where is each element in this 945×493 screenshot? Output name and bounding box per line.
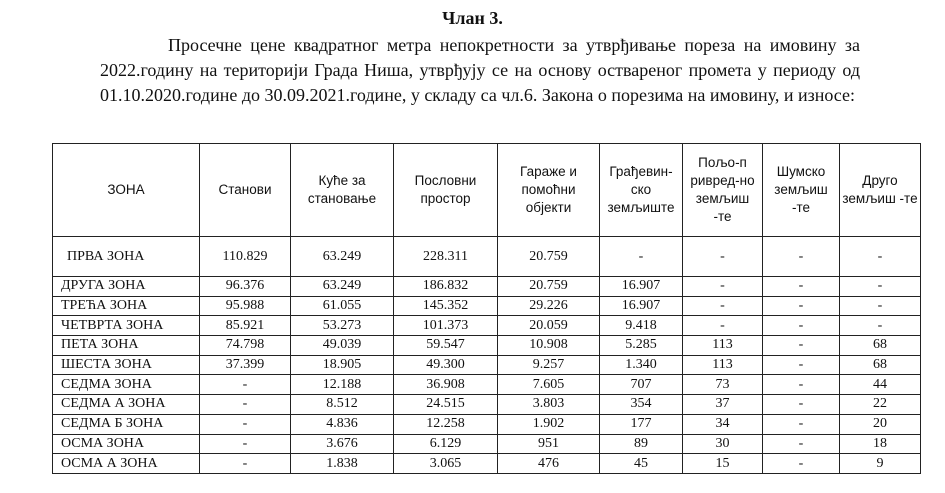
price-cell: - (683, 316, 763, 336)
price-cell: - (763, 336, 840, 356)
price-cell: 63.249 (291, 237, 394, 277)
price-cell: 7.605 (498, 375, 600, 395)
price-cell: 16.907 (600, 277, 683, 297)
price-cell: 73 (683, 375, 763, 395)
table-row (53, 375, 921, 395)
price-cell: 89 (600, 434, 683, 454)
table-row (53, 395, 921, 415)
column-header: ЗОНА (53, 144, 200, 237)
price-cell: 951 (498, 434, 600, 454)
column-header: Гараже и помоћни објекти (498, 144, 600, 237)
price-cell: - (763, 277, 840, 297)
price-cell: 20 (840, 414, 921, 434)
price-cell: 228.311 (394, 237, 498, 277)
price-cell: 20.759 (498, 277, 600, 297)
price-cell: 15 (683, 454, 763, 474)
zone-name-cell: ЧЕТВРТА ЗОНА (53, 316, 200, 336)
price-cell: - (763, 434, 840, 454)
column-header: Пољо-п ривред-но земљиш -те (683, 144, 763, 237)
price-cell: 12.188 (291, 375, 394, 395)
price-cell: 3.803 (498, 395, 600, 415)
price-cell: 1.902 (498, 414, 600, 434)
price-cell: 186.832 (394, 277, 498, 297)
price-cell: 49.039 (291, 336, 394, 356)
price-cell: - (763, 296, 840, 316)
zone-name-cell: ДРУГА ЗОНА (53, 277, 200, 297)
price-cell: 145.352 (394, 296, 498, 316)
price-cell: 49.300 (394, 355, 498, 375)
price-cell: - (763, 414, 840, 434)
article-paragraph: Просечне цене квадратног метра непокретности за утврђивање пореза на имовину за 2022.годину на територији Града Ниша, утврђују се на основу оствареног промета у периоду од 01.10.2020.године до 30.09.2021.године, у складу са чл.6. Закона о порезима на имовину, и износе: (100, 35, 860, 105)
price-cell: - (763, 395, 840, 415)
price-cell: - (600, 237, 683, 277)
price-cell: - (200, 414, 291, 434)
zone-name-cell: ТРЕЋА ЗОНА (53, 296, 200, 316)
column-header: Пословни простор (394, 144, 498, 237)
price-cell: - (200, 434, 291, 454)
price-cell: 1.340 (600, 355, 683, 375)
price-table (52, 143, 921, 474)
price-cell: - (683, 296, 763, 316)
zone-name-cell: СЕДМА Б ЗОНА (53, 414, 200, 434)
price-cell: 96.376 (200, 277, 291, 297)
price-cell: 12.258 (394, 414, 498, 434)
price-cell: 354 (600, 395, 683, 415)
table-row (53, 454, 921, 474)
price-cell: - (763, 237, 840, 277)
price-cell: 37 (683, 395, 763, 415)
price-cell: 20.059 (498, 316, 600, 336)
price-cell: - (683, 277, 763, 297)
zone-name-cell: СЕДМА А ЗОНА (53, 395, 200, 415)
price-cell: 36.908 (394, 375, 498, 395)
price-cell: 16.907 (600, 296, 683, 316)
table-row (53, 355, 921, 375)
price-cell: 34 (683, 414, 763, 434)
price-cell: 61.055 (291, 296, 394, 316)
price-cell: 5.285 (600, 336, 683, 356)
zone-name-cell: ОСМА А ЗОНА (53, 454, 200, 474)
zone-name-cell: ШЕСТА ЗОНА (53, 355, 200, 375)
price-cell: 74.798 (200, 336, 291, 356)
price-cell: 9.418 (600, 316, 683, 336)
price-cell: 110.829 (200, 237, 291, 277)
column-header: Грађевин-ско земљиште (600, 144, 683, 237)
price-cell: 8.512 (291, 395, 394, 415)
column-header: Шумско земљиш -те (763, 144, 840, 237)
price-cell: 63.249 (291, 277, 394, 297)
table-row (53, 336, 921, 356)
price-cell: - (200, 395, 291, 415)
price-cell: 9.257 (498, 355, 600, 375)
table-row (53, 277, 921, 297)
price-cell: 113 (683, 336, 763, 356)
price-cell: 95.988 (200, 296, 291, 316)
table-header-row (53, 144, 921, 237)
column-header: Куће за становање (291, 144, 394, 237)
zone-name-cell: СЕДМА ЗОНА (53, 375, 200, 395)
price-cell: - (200, 375, 291, 395)
price-cell: - (763, 316, 840, 336)
price-cell: 1.838 (291, 454, 394, 474)
price-cell: 59.547 (394, 336, 498, 356)
price-cell: 20.759 (498, 237, 600, 277)
price-cell: 24.515 (394, 395, 498, 415)
column-header: Друго земљиш -те (840, 144, 921, 237)
price-cell: 30 (683, 434, 763, 454)
price-cell: 3.065 (394, 454, 498, 474)
price-cell: - (840, 277, 921, 297)
price-cell: 29.226 (498, 296, 600, 316)
table-row (53, 414, 921, 434)
price-cell: 9 (840, 454, 921, 474)
table-body (53, 237, 921, 474)
price-cell: 476 (498, 454, 600, 474)
zone-name-cell: ПЕТА ЗОНА (53, 336, 200, 356)
zone-name-cell: ПРВА ЗОНА (53, 237, 200, 277)
price-cell: 3.676 (291, 434, 394, 454)
price-cell: 10.908 (498, 336, 600, 356)
price-cell: - (763, 454, 840, 474)
price-cell: - (200, 454, 291, 474)
price-cell: 37.399 (200, 355, 291, 375)
price-cell: - (840, 296, 921, 316)
price-cell: 44 (840, 375, 921, 395)
price-cell: - (763, 355, 840, 375)
price-cell: - (840, 316, 921, 336)
price-cell: 68 (840, 336, 921, 356)
price-cell: - (840, 237, 921, 277)
price-cell: - (683, 237, 763, 277)
article-heading: Члан 3. (442, 8, 503, 28)
price-cell: 53.273 (291, 316, 394, 336)
price-cell: 18.905 (291, 355, 394, 375)
price-cell: 6.129 (394, 434, 498, 454)
zone-name-cell: ОСМА ЗОНА (53, 434, 200, 454)
price-cell: 68 (840, 355, 921, 375)
price-cell: 4.836 (291, 414, 394, 434)
price-cell: 707 (600, 375, 683, 395)
price-cell: 18 (840, 434, 921, 454)
price-cell: 113 (683, 355, 763, 375)
price-cell: 45 (600, 454, 683, 474)
price-cell: - (763, 375, 840, 395)
price-cell: 177 (600, 414, 683, 434)
table-row (53, 316, 921, 336)
price-cell: 85.921 (200, 316, 291, 336)
column-header: Станови (200, 144, 291, 237)
price-cell: 22 (840, 395, 921, 415)
table-row (53, 296, 921, 316)
table-row (53, 237, 921, 277)
price-cell: 101.373 (394, 316, 498, 336)
table-row (53, 434, 921, 454)
